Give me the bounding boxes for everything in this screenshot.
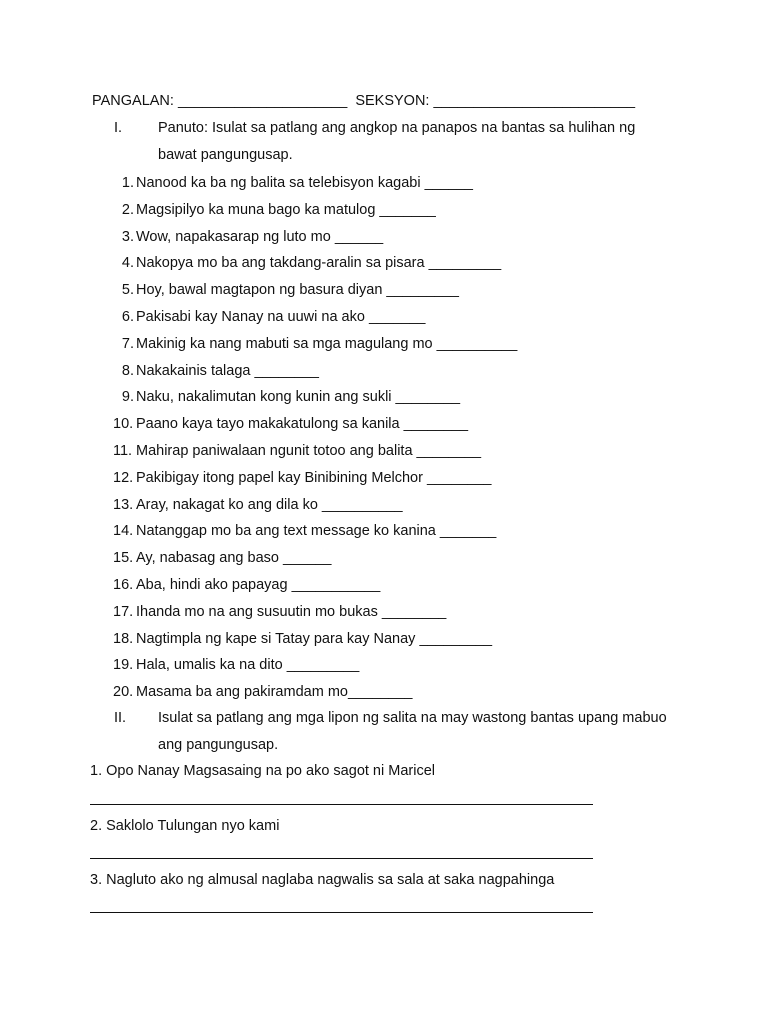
item-number: 8.: [121, 363, 134, 379]
item-number: 13.: [113, 497, 134, 513]
item-text: Makinig ka nang mabuti sa mga magulang mo __________: [136, 336, 518, 352]
part1-instruction-line2: bawat pangungusap.: [158, 146, 293, 163]
item-text: Naku, nakalimutan kong kunin ang sukli ________: [136, 389, 461, 405]
part2-instruction: [158, 705, 678, 758]
item-number: 19.: [113, 657, 134, 673]
item-number: 7.: [121, 336, 134, 352]
item-number: 2.: [121, 202, 134, 218]
item-text: Pakisabi kay Nanay na uuwi na ako _______: [136, 309, 426, 325]
item-number: 17.: [113, 604, 134, 620]
item-text: Hoy, bawal magtapon ng basura diyan _________: [136, 282, 459, 298]
part1-numeral: I.: [114, 120, 123, 136]
item-text: Nakopya mo ba ang takdang-aralin sa pisara _________: [136, 255, 502, 271]
item-number: 10.: [113, 416, 134, 432]
name-field-label[interactable]: PANGALAN: _____________________: [92, 93, 348, 109]
item-number: 18.: [113, 631, 134, 647]
item-number: 9.: [121, 389, 134, 405]
part2-numeral: II.: [114, 710, 127, 726]
item-text: Ihanda mo na ang susuutin mo bukas ________: [136, 604, 447, 620]
header-row: [92, 92, 635, 110]
item-number: 15.: [113, 550, 134, 566]
item-text: Nakakainis talaga ________: [136, 363, 319, 379]
item-text: Pakibigay itong papel kay Binibining Melchor ________: [136, 470, 492, 486]
item-text: Magsipilyo ka muna bago ka matulog _______: [136, 202, 436, 218]
part2-answer-line-3[interactable]: [90, 912, 593, 913]
part1-instruction-line1: Panuto: Isulat sa patlang ang angkop na panapos na bantas sa hulihan ng: [158, 120, 636, 136]
item-number: 3.: [121, 229, 134, 245]
item-text: Mahirap paniwalaan ngunit totoo ang balita ________: [136, 443, 482, 459]
item-number: 12.: [113, 470, 134, 486]
part2-item-1: 1. Opo Nanay Magsasaing na po ako sagot ni Maricel: [90, 763, 435, 779]
item-number: 16.: [113, 577, 134, 593]
item-text: Nanood ka ba ng balita sa telebisyon kagabi ______: [136, 175, 473, 191]
item-text: Hala, umalis ka na dito _________: [136, 657, 360, 673]
item-text: Natanggap mo ba ang text message ko kanina _______: [136, 523, 497, 539]
item-number: 1.: [121, 175, 134, 191]
part1-instruction: [158, 115, 678, 168]
item-text: Ay, nabasag ang baso ______: [136, 550, 332, 566]
item-text: Masama ba ang pakiramdam mo________: [136, 684, 413, 700]
item-text: Nagtimpla ng kape si Tatay para kay Nanay _________: [136, 631, 493, 647]
item-number: 6.: [121, 309, 134, 325]
section-field-label[interactable]: SEKSYON: _________________________: [355, 93, 636, 109]
item-number: 20.: [113, 684, 134, 700]
item-number: 5.: [121, 282, 134, 298]
part2-item-3: 3. Nagluto ako ng almusal naglaba nagwalis sa sala at saka nagpahinga: [90, 872, 555, 888]
part2-item-2: 2. Saklolo Tulungan nyo kami: [90, 818, 280, 834]
item-text: Aray, nakagat ko ang dila ko __________: [136, 497, 403, 513]
item-text: Aba, hindi ako papayag ___________: [136, 577, 381, 593]
part2-instruction-line2: ang pangungusap.: [158, 736, 279, 753]
part2-answer-line-1[interactable]: [90, 804, 593, 805]
part2-instruction-line1: Isulat sa patlang ang mga lipon ng salita na may wastong bantas upang mabuo: [158, 710, 667, 726]
item-number: 11.: [113, 443, 133, 459]
item-text: Wow, napakasarap ng luto mo ______: [136, 229, 384, 245]
part2-answer-line-2[interactable]: [90, 858, 593, 859]
item-number: 14.: [113, 523, 134, 539]
item-number: 4.: [121, 255, 134, 271]
item-text: Paano kaya tayo makakatulong sa kanila ________: [136, 416, 469, 432]
